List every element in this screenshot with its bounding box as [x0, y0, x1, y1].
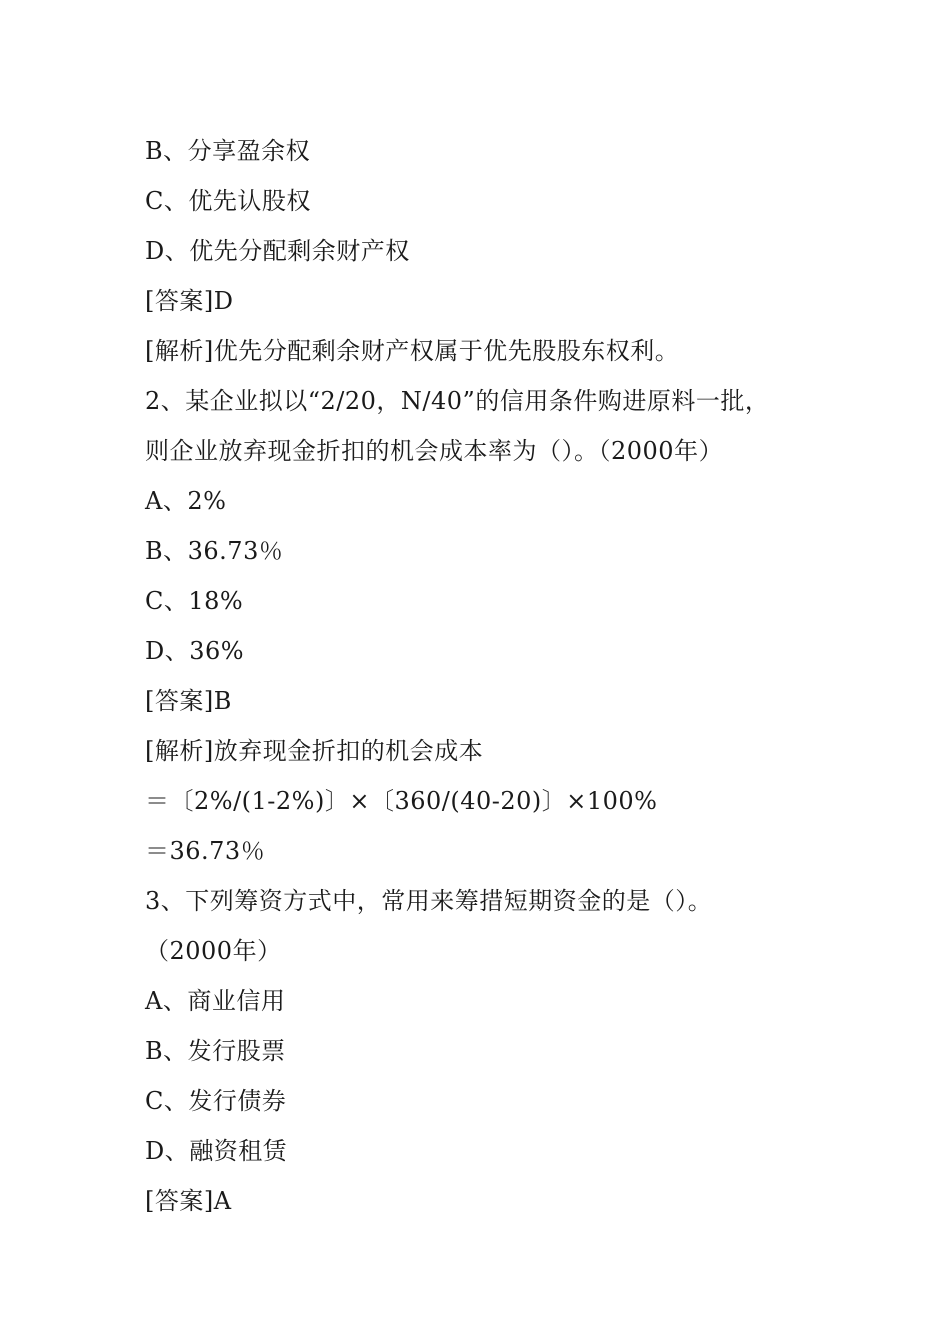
option-c-line: C、发行债券	[145, 1087, 287, 1115]
option-b-line: B、36.73％	[145, 537, 284, 565]
option-d-line: D、36%	[145, 637, 245, 665]
option-b-line: B、发行股票	[145, 1037, 286, 1065]
formula-line: ＝〔2%/(1-2%)〕×〔360/(40-20)〕×100%	[145, 787, 658, 815]
question-2-line-2: 则企业放弃现金折扣的机会成本率为（）。（2000年）	[145, 437, 724, 465]
option-c-line: C、18%	[145, 587, 244, 615]
answer-line: [答案]B	[145, 687, 232, 715]
option-d-line: D、优先分配剩余财产权	[145, 237, 410, 265]
analysis-line: [解析]放弃现金折扣的机会成本	[145, 737, 484, 765]
analysis-line: [解析]优先分配剩余财产权属于优先股股东权利。	[145, 337, 680, 365]
question-3-line-2: （2000年）	[145, 937, 282, 965]
answer-line: [答案]A	[145, 1187, 232, 1215]
option-b-line: B、分享盈余权	[145, 137, 311, 165]
option-d-line: D、融资租赁	[145, 1137, 288, 1165]
option-a-line: A、2%	[145, 487, 227, 515]
formula-result-line: ＝36.73％	[145, 837, 266, 865]
answer-line: [答案]D	[145, 287, 234, 315]
question-2-line-1: 2、某企业拟以“2/20，N/40”的信用条件购进原料一批，	[145, 387, 770, 415]
option-a-line: A、商业信用	[145, 987, 286, 1015]
option-c-line: C、优先认股权	[145, 187, 311, 215]
question-3-line-1: 3、下列筹资方式中，常用来筹措短期资金的是（）。	[145, 887, 713, 915]
